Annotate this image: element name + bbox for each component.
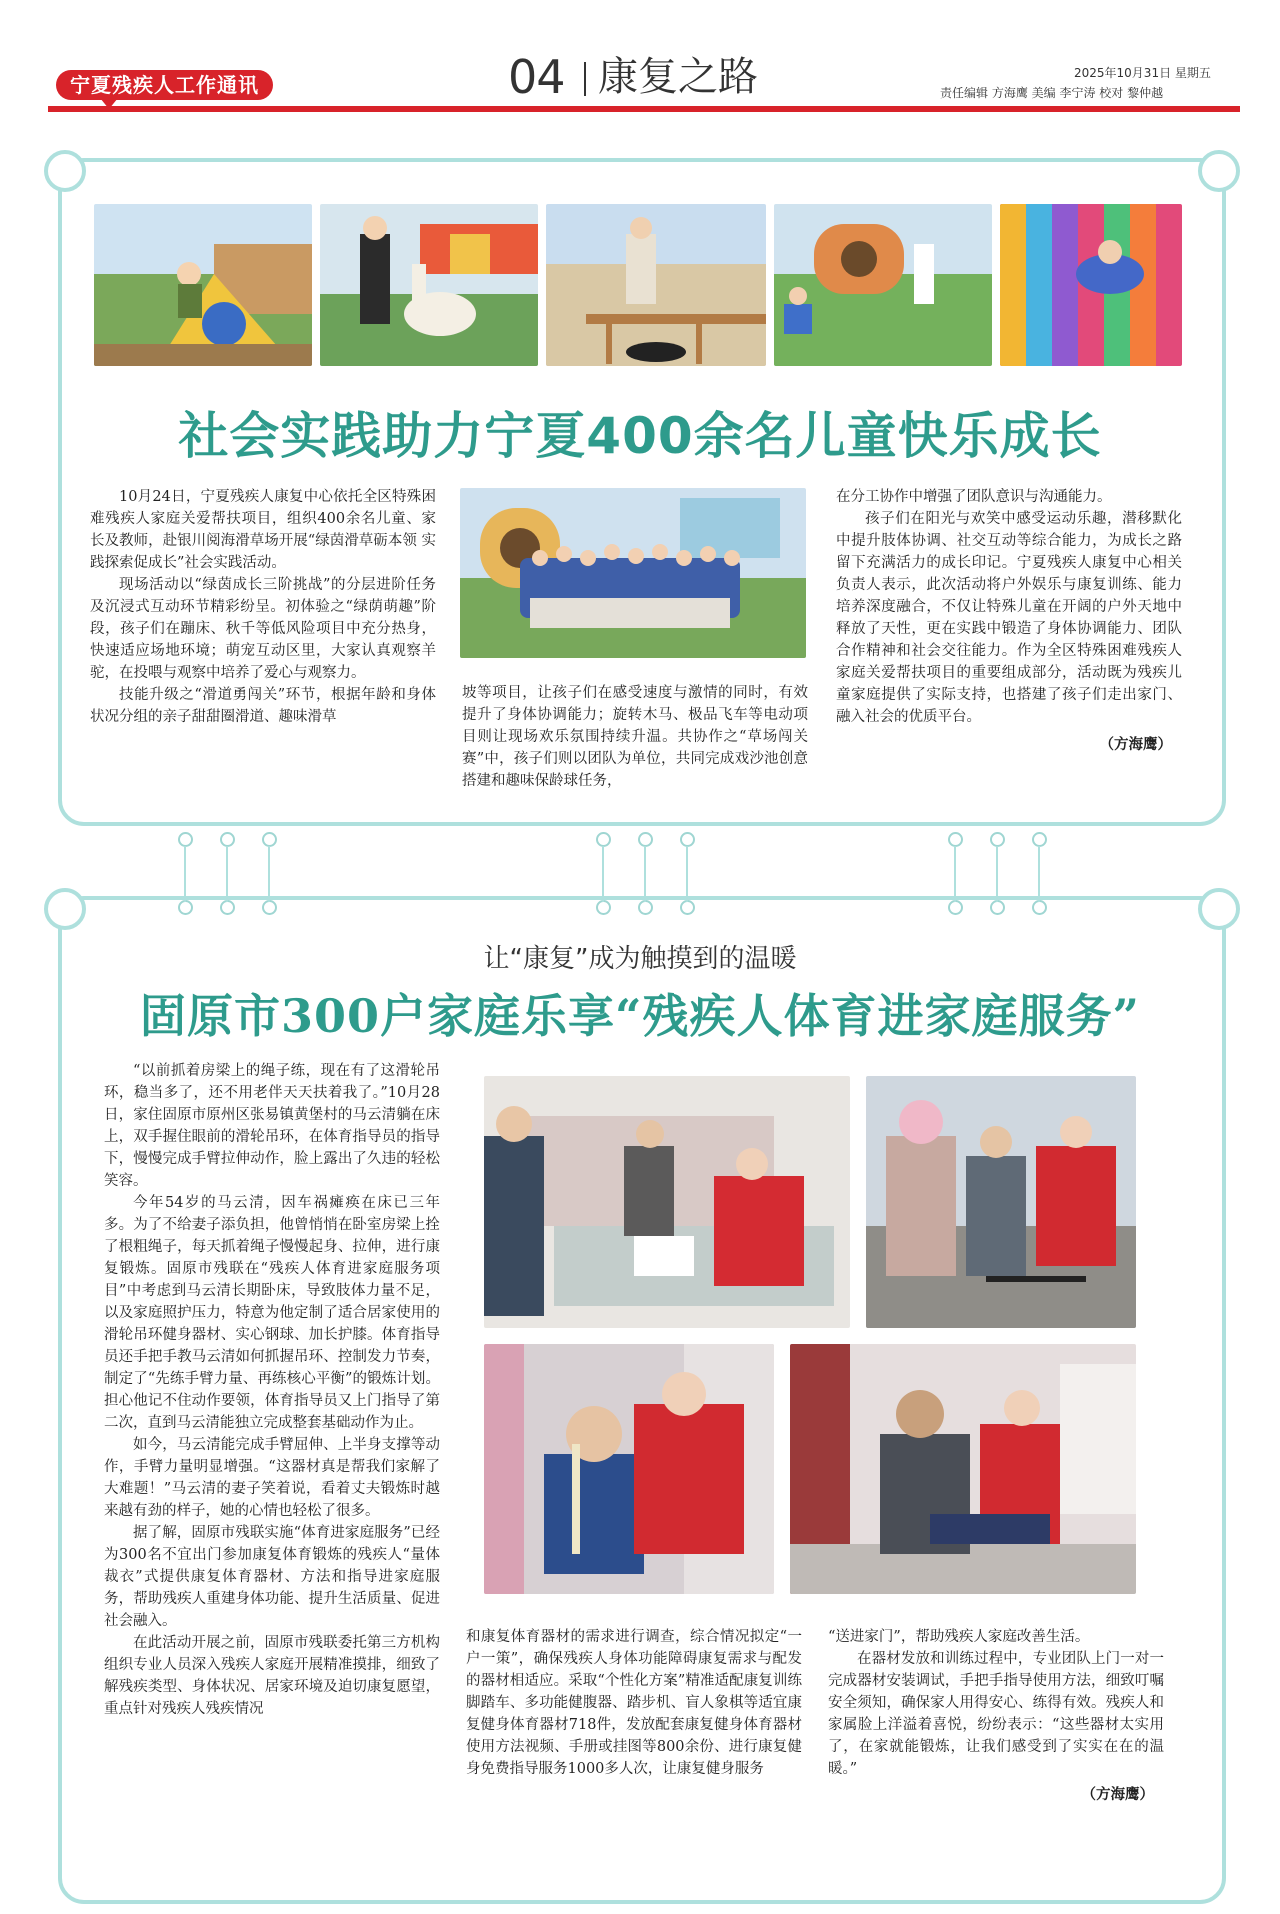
photo-equipment-demo-outdoor [866, 1076, 1136, 1328]
ring-connector [954, 846, 956, 902]
header-divider [584, 62, 586, 96]
photo-balance-beam [546, 204, 766, 366]
article2-subheadline: 让“康复”成为触摸到的温暖 [483, 944, 797, 974]
ring-connector [184, 846, 186, 902]
article2-column-3 [828, 1626, 1164, 1806]
ring-connector [1038, 846, 1040, 902]
photo-child-physio [484, 1344, 774, 1594]
article2-paragraph: 在器材发放和训练过程中，专业团队上门一对一完成器材安装调试，手把手指导使用方法，细致叮嘱安全须知，确保家人用得安心、练得有效。残疾人和家属脸上洋溢着喜悦，纷纷表示：“这些器材太实用了，在家就能锻炼，让我们感受到了实实在在的温暖。” [828, 1651, 1164, 1777]
frame-notch [1198, 888, 1240, 930]
article1-paragraph: 技能升级之“滑道勇闯关”环节，根据年龄和身体状况分组的亲子甜甜圈滑道、趣味滑草 [90, 687, 436, 725]
newspaper-brand: 宁夏残疾人工作通讯 [56, 70, 273, 100]
article1-column-2 [462, 682, 808, 792]
article1-paragraph: 坡等项目，让孩子们在感受速度与激情的同时，有效提升了身体协调能力；旋转木马、极品飞车等电动项目则让现场欢乐氛围持续升温。共协作之“草场闯关赛”中，孩子们则以团队为单位，共同完成戏沙池创意搭建和趣味保龄球任务， [462, 685, 808, 789]
photo-home-visit-table [484, 1076, 850, 1328]
header-rule [48, 106, 1240, 112]
section-title: 康复之路 [598, 54, 758, 100]
article2-column-2 [466, 1626, 802, 1780]
article1-column-1 [90, 486, 436, 728]
ring-connector [226, 846, 228, 902]
article1-byline: （方海鹰） [1099, 736, 1172, 753]
photo-elderly-physio [790, 1344, 1136, 1594]
ring-connector [268, 846, 270, 902]
ring-connector [686, 846, 688, 902]
binder-rings [0, 0, 1280, 1]
photo-alpaca-feeding [320, 204, 538, 366]
article2-paragraph: “送进家门”，帮助残疾人家庭改善生活。 [828, 1629, 1090, 1645]
photo-rainbow-slide [1000, 204, 1182, 366]
ring-connector [644, 846, 646, 902]
article1-paragraph: 现场活动以“绿茵成长三阶挑战”的分层进阶任务及沉浸式互动环节精彩纷呈。初体验之“绿荫萌趣”阶段，孩子们在蹦床、秋千等低风险项目中充分热身，快速适应场地环境；萌宠互动区里，大家认真观察羊驼，在投喂与观察中培养了爱心与观察力。 [90, 577, 436, 681]
issue-date: 2025年10月31日 星期五 [1074, 66, 1211, 80]
page-number: 04 [508, 50, 565, 104]
frame-notch [44, 150, 86, 192]
article1-paragraph: 孩子们在阳光与欢笑中感受运动乐趣，潜移默化中提升肢体协调、社交互动等综合能力，为成长之路留下充满活力的成长印记。宁夏残疾人康复中心相关负责人表示，此次活动将户外娱乐与康复训练、能力培养深度融合，不仅让特殊儿童在开阔的户外天地中释放了天性，更在实践中锻造了身体协调能力、团队合作精神和社会交往能力。作为全区特殊困难残疾人家庭关爱帮扶项目的重要组成部分，活动既为残疾儿童家庭提供了实际支持，也搭建了孩子们走出家门、融入社会的优质平台。 [836, 511, 1182, 725]
article2-column-1 [104, 1060, 440, 1720]
article2-paragraph: 如今，马云清能完成手臂屈伸、上半身支撑等动作，手臂力量明显增强。“这器材真是帮我们家解了大难题！”马云清的妻子笑着说，看着丈夫锻炼时越来越有劲的样子，她的心情也轻松了很多。 [104, 1437, 440, 1519]
editor-credits: 责任编辑 方海鹰 美编 李宁涛 校对 黎仲越 [940, 86, 1164, 100]
article2-headline: 固原市300户家庭乐享“残疾人体育进家庭服务” [140, 989, 1140, 1043]
article1-column-3 [836, 486, 1182, 756]
article2-paragraph: 在此活动开展之前，固原市残联委托第三方机构组织专业人员深入残疾人家庭开展精准摸排，细致了解残疾类型、身体状况、居家环境及迫切康复愿望，重点针对残疾人残疾情况 [104, 1635, 440, 1717]
ring-connector [996, 846, 998, 902]
ring-connector [602, 846, 604, 902]
photo-playground-seated [774, 204, 992, 366]
article2-paragraph: 和康复体育器材的需求进行调查，综合情况拟定“一户一策”，确保残疾人身体功能障碍康复需求与配发的器材相适应。采取“个性化方案”精准适配康复训练脚踏车、多功能健腹器、踏步机、盲人象棋等适宜康复健身体育器材718件，发放配套康复健身体育器材使用方法视频、手册或挂图等800余份、进行康复健身免费指导服务1000多人次，让康复健身服务 [466, 1629, 802, 1777]
article2-paragraph: 据了解，固原市残联实施“体育进家庭服务”已经为300名不宜出门参加康复体育锻炼的残疾人“量体裁衣”式提供康复体育器材、方法和指导进家庭服务，帮助残疾人重建身体功能、提升生活质量、促进社会融入。 [104, 1525, 440, 1629]
article1-headline: 社会实践助力宁夏400余名儿童快乐成长 [178, 407, 1102, 465]
frame-notch [1198, 150, 1240, 192]
article1-paragraph: 在分工协作中增强了团队意识与沟通能力。 [836, 489, 1112, 505]
article2-byline: （方海鹰） [1081, 1786, 1154, 1803]
frame-notch [44, 888, 86, 930]
article1-paragraph: 10月24日，宁夏残疾人康复中心依托全区特殊困难残疾人家庭关爱帮扶项目，组织400余名儿童、家长及教师，赴银川阅海滑草场开展“绿茵滑草砺本领 实践探索促成长”社会实践活动。 [90, 489, 436, 571]
photo-group-outdoor [460, 488, 806, 658]
photo-child-climbing-triangle [94, 204, 312, 366]
article2-paragraph: 今年54岁的马云清，因车祸瘫痪在床已三年多。为了不给妻子添负担，他曾悄悄在卧室房梁上拴了根粗绳子，每天抓着绳子慢慢起身、拉伸，进行康复锻炼。固原市残联在“残疾人体育进家庭服务项目”中考虑到马云清长期卧床，导致肢体力量不足，以及家庭照护压力，特意为他定制了适合居家使用的滑轮吊环健身器材、实心钢球、加长护膝。体育指导员还手把手教马云清如何抓握吊环、控制发力节奏，制定了“先练手臂力量、再练核心平衡”的锻炼计划。担心他记不住动作要领，体育指导员又上门指导了第二次，直到马云清能独立完成整套基础动作为止。 [104, 1195, 440, 1431]
article2-paragraph: “以前抓着房梁上的绳子练，现在有了这滑轮吊环，稳当多了，还不用老伴天天扶着我了。”10月28日，家住固原市原州区张易镇黄堡村的马云清躺在床上，双手握住眼前的滑轮吊环，在体育指导员的指导下，慢慢完成手臂拉伸动作，脸上露出了久违的轻松笑容。 [104, 1063, 440, 1189]
